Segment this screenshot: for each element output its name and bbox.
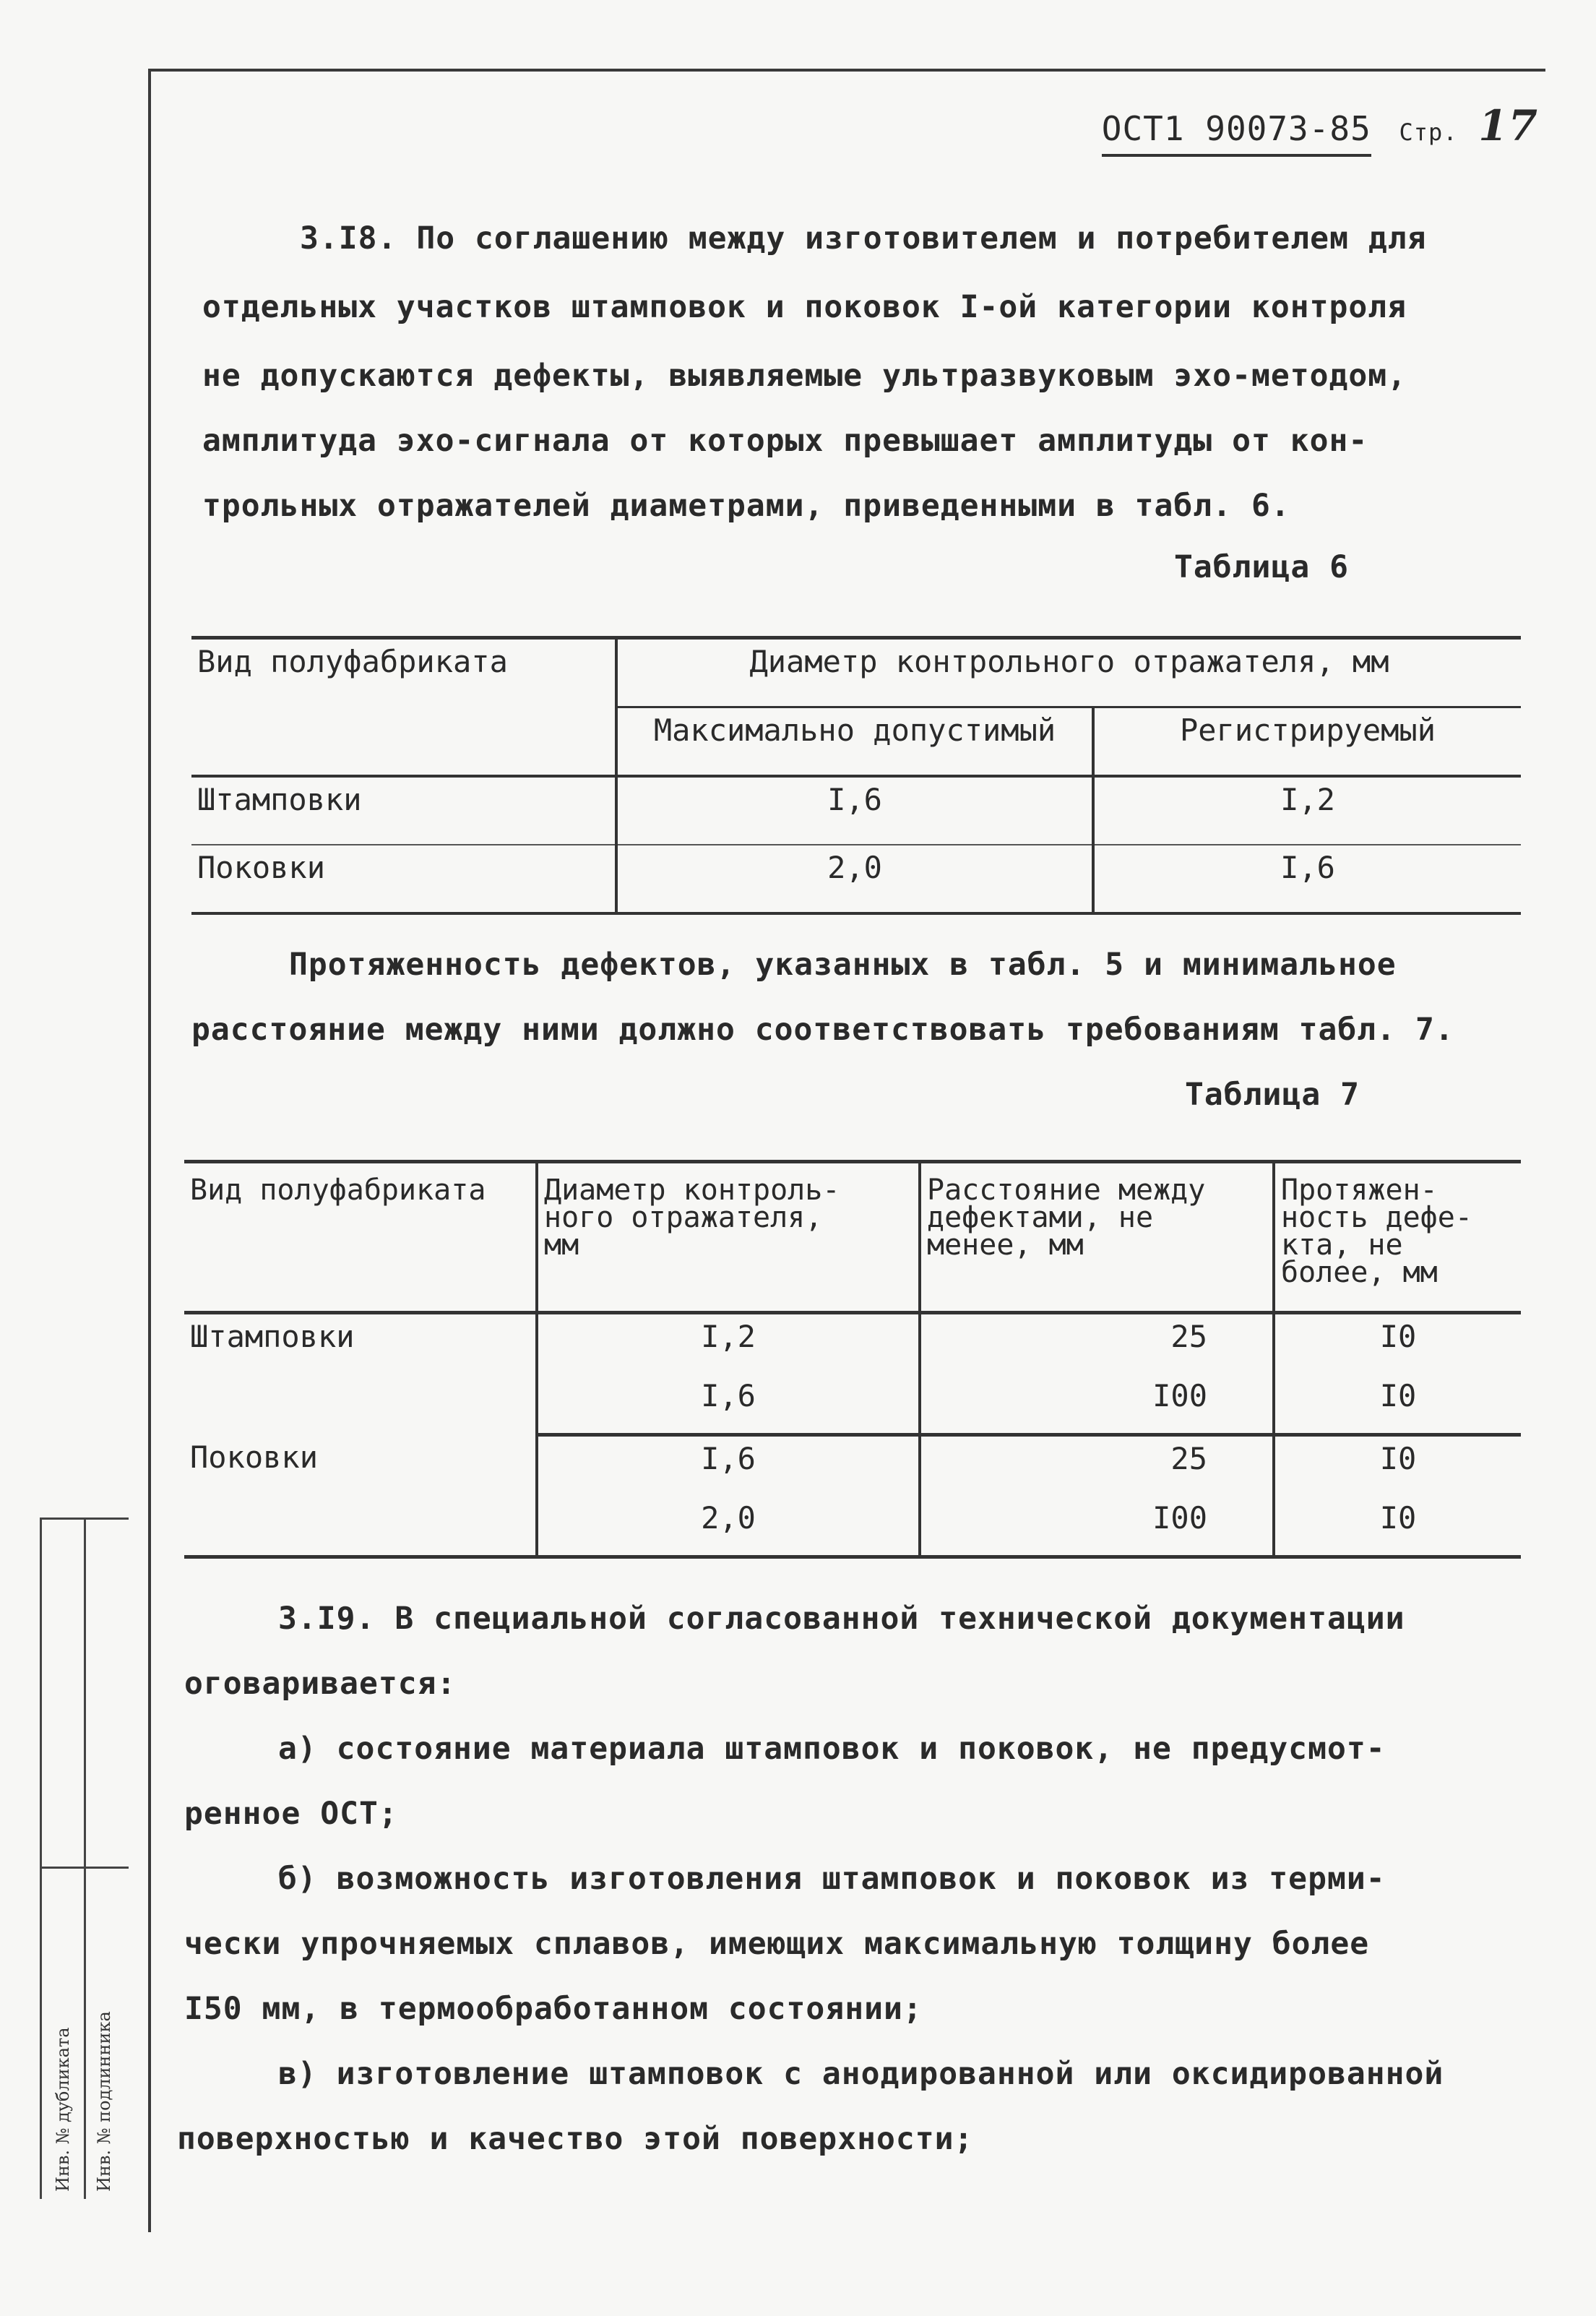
para-3-19-line: I50 мм, в термообработанном состоянии;: [184, 1991, 923, 2027]
para-extent-line: расстояние между ними должно соответствовать требованиям табл. 7.: [191, 1012, 1454, 1048]
para-3-19-line: а) состояние материала штамповок и поковок, не предусмот-: [278, 1731, 1386, 1767]
t6-registered: I,2: [1093, 776, 1521, 845]
para-3-19-line: поверхностью и качество этой поверхности;: [177, 2121, 974, 2157]
para-extent-line: Протяженность дефектов, указанных в табл. 5 и минимальное: [289, 947, 1397, 983]
t7-distance: 25: [920, 1313, 1274, 1374]
t7-length: I0: [1274, 1313, 1521, 1374]
t6-header-max: Максимально допустимый: [616, 707, 1093, 777]
t6-max: I,6: [616, 776, 1093, 845]
t7-product: Поковки: [184, 1435, 537, 1557]
t7-header-length-line: кта, не: [1281, 1228, 1403, 1262]
para-3-19-line: оговаривается:: [184, 1666, 457, 1702]
table6-caption: Таблица 6: [1174, 549, 1349, 585]
t7-header-length: [1274, 1162, 1521, 1313]
t7-length: I0: [1274, 1435, 1521, 1497]
t7-header-distance-line: менее, мм: [927, 1228, 1084, 1262]
document-header: [1102, 101, 1538, 150]
t7-header-diameter-line: мм: [544, 1228, 579, 1262]
para-3-18-line: не допускаются дефекты, выявляемые ультразвуковым эхо-методом,: [202, 358, 1407, 394]
t7-header-length-line: ность дефе-: [1281, 1201, 1472, 1234]
t7-header-diameter-line: Диаметр контроль-: [544, 1174, 840, 1207]
table-6: [191, 636, 1521, 915]
page-number: 17: [1478, 101, 1538, 150]
table-row: [184, 1313, 1521, 1374]
t7-header-diameter: [537, 1162, 920, 1313]
t7-header-distance: [920, 1162, 1274, 1313]
t6-header-diameter: Диаметр контрольного отражателя, мм: [616, 638, 1521, 707]
t7-diameter: I,6: [537, 1435, 920, 1497]
t7-header-length-line: Протяжен-: [1281, 1174, 1438, 1207]
para-3-19-line: чески упрочняемых сплавов, имеющих максимальную толщину более: [184, 1926, 1370, 1962]
t7-header-distance-line: дефектами, не: [927, 1201, 1154, 1234]
para-3-19-line: в) изготовление штамповок с анодированной или оксидированной: [278, 2056, 1444, 2092]
t6-product: Поковки: [191, 845, 616, 913]
table-7: [184, 1160, 1521, 1559]
para-3-19-line: ренное ОСТ;: [184, 1796, 398, 1832]
para-3-18-line: 3.I8. По соглашению между изготовителем и потребителем для: [300, 220, 1427, 257]
t7-header-diameter-line: ного отражателя,: [544, 1201, 823, 1234]
para-3-19-line: б) возможность изготовления штамповок и поковок из терми-: [278, 1861, 1386, 1897]
t7-diameter: I,6: [537, 1374, 920, 1435]
t7-header-product: Вид полуфабриката: [184, 1162, 537, 1313]
t7-length: I0: [1274, 1374, 1521, 1435]
original-inventory-label: Инв. № подлинника: [94, 2011, 114, 2192]
t7-diameter: 2,0: [537, 1496, 920, 1557]
t6-registered: I,6: [1093, 845, 1521, 913]
para-3-18-line: трольных отражателей диаметрами, приведенными в табл. 6.: [202, 488, 1290, 524]
t6-header-registered: Регистрируемый: [1093, 707, 1521, 777]
t6-product: Штамповки: [197, 782, 362, 817]
table-row: [191, 776, 1521, 845]
margin-stamp: [40, 1518, 129, 2199]
t7-distance: 25: [920, 1435, 1274, 1497]
standard-number: ОСТ1 90073-85: [1102, 109, 1371, 157]
para-3-18-line: амплитуда эхо-сигнала от которых превышает амплитуды от кон-: [202, 423, 1368, 459]
para-3-19-line: 3.I9. В специальной согласованной технической документации: [278, 1601, 1405, 1637]
table-row: [191, 845, 1521, 913]
table-row: [184, 1435, 1521, 1497]
t6-header-product: Вид полуфабриката: [191, 638, 616, 777]
table7-caption: Таблица 7: [1185, 1077, 1360, 1113]
para-3-18-line: отдельных участков штамповок и поковок I-ой категории контроля: [202, 289, 1407, 325]
t6-max: 2,0: [616, 845, 1093, 913]
page-label: Стр.: [1399, 119, 1458, 146]
t7-header-distance-line: Расстояние между: [927, 1174, 1206, 1207]
t7-product: Штамповки: [190, 1319, 355, 1354]
t7-header-length-line: более, мм: [1281, 1256, 1438, 1289]
t7-diameter: I,2: [537, 1313, 920, 1374]
t7-distance: I00: [920, 1374, 1274, 1435]
duplicate-inventory-label: Инв. № дубликата: [53, 2027, 73, 2192]
t7-length: I0: [1274, 1496, 1521, 1557]
t7-distance: I00: [920, 1496, 1274, 1557]
